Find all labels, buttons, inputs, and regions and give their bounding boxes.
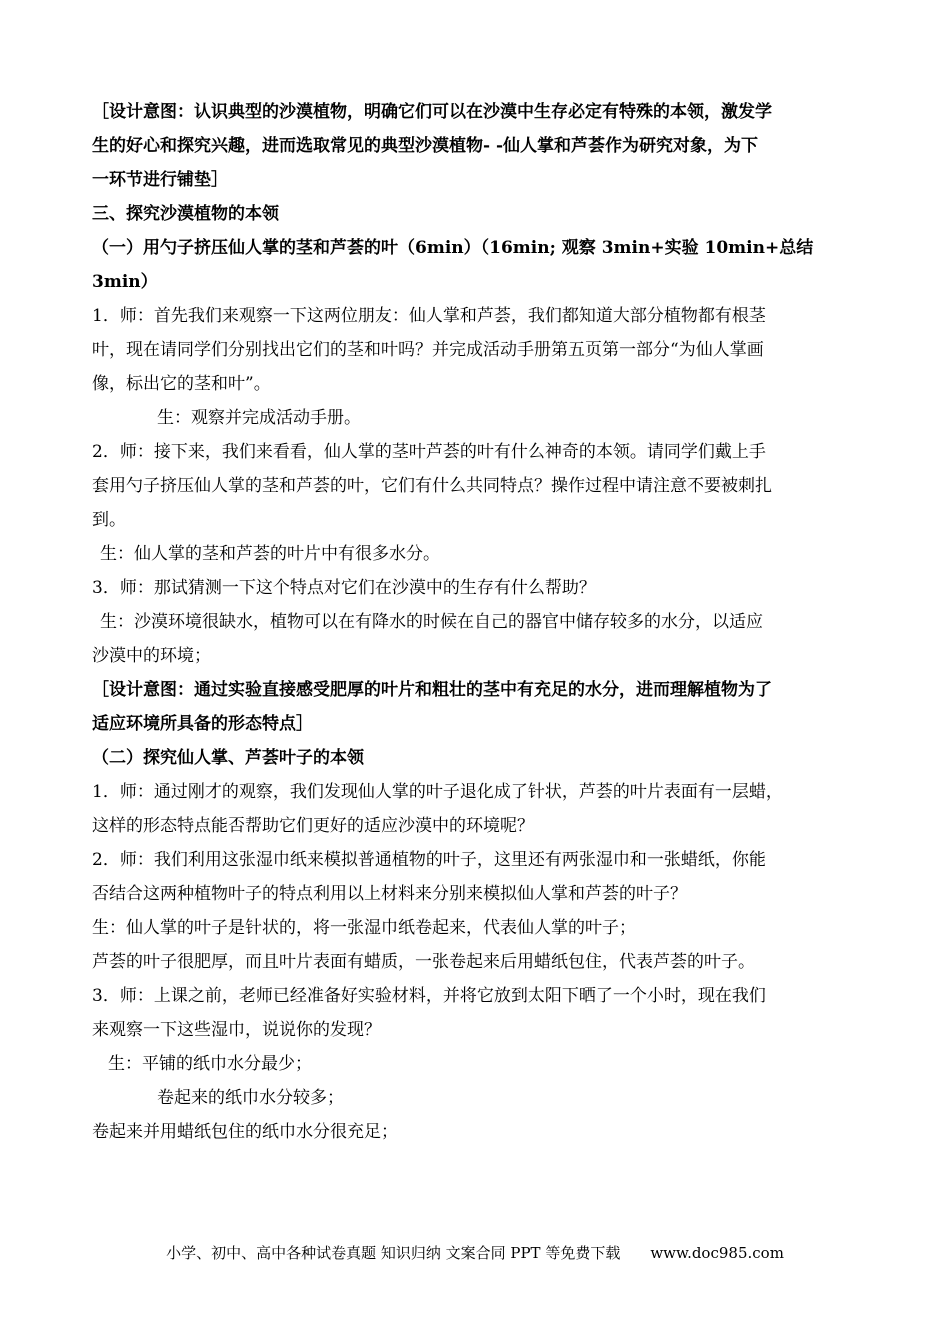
paragraph-line: 2．师：我们利用这张湿巾纸来模拟普通植物的叶子，这里还有两张湿巾和一张蜡纸，你能 (92, 850, 766, 870)
student-response-line: 生：仙人掌的叶子是针状的，将一张湿巾纸卷起来，代表仙人掌的叶子； (92, 918, 636, 938)
student-response-line: 生：观察并完成活动手册。 (157, 408, 361, 428)
paragraph-line: 1．师：通过刚才的观察，我们发现仙人掌的叶子退化成了针状，芦荟的叶片表面有一层蜡， (92, 782, 783, 802)
footer-site-link[interactable]: www.doc985.com (650, 1244, 784, 1262)
paragraph-line: 1．师：首先我们来观察一下这两位朋友：仙人掌和芦荟，我们都知道大部分植物都有根茎 (92, 306, 766, 326)
design-intent-line: ［设计意图：认识典型的沙漠植物，明确它们可以在沙漠中生存必定有特殊的本领，激发学 (92, 102, 772, 122)
design-intent-line: ［设计意图：通过实验直接感受肥厚的叶片和粗壮的茎中有充足的水分，进而理解植物为了 (92, 680, 772, 700)
student-response-line: 生：沙漠环境很缺水，植物可以在有降水的时候在自己的器官中储存较多的水分，以适应 (100, 612, 763, 632)
footer-text: 小学、初中、高中各种试卷真题 知识归纳 文案合同 PPT 等免费下载 (166, 1244, 621, 1262)
student-response-line: 生：平铺的纸巾水分最少； (108, 1054, 312, 1074)
paragraph-line: 否结合这两种植物叶子的特点利用以上材料来分别来模拟仙人掌和芦荟的叶子？ (92, 884, 687, 904)
subsection-heading: （一）用勺子挤压仙人掌的茎和芦荟的叶（6min）（16min; 观察 3min+实验 10min+总结 (92, 238, 814, 258)
design-intent-line: 一环节进行铺垫］ (92, 170, 228, 190)
student-response-line: 卷起来并用蜡纸包住的纸巾水分很充足； (92, 1122, 398, 1142)
document-body (92, 95, 872, 1149)
student-response-line: 卷起来的纸巾水分较多； (157, 1088, 344, 1108)
paragraph-line: 到。 (92, 510, 126, 530)
section-heading: 三、探究沙漠植物的本领 (92, 204, 279, 224)
design-intent-line: 适应环境所具备的形态特点］ (92, 714, 313, 734)
paragraph-line: 3．师：上课之前，老师已经准备好实验材料，并将它放到太阳下晒了一个小时，现在我们 (92, 986, 766, 1006)
paragraph-line: 3．师：那试猜测一下这个特点对它们在沙漠中的生存有什么帮助？ (92, 578, 596, 598)
paragraph-line: 叶，现在请同学们分别找出它们的茎和叶吗？并完成活动手册第五页第一部分“为仙人掌画 (92, 340, 764, 360)
paragraph-line: 套用勺子挤压仙人掌的茎和芦荟的叶，它们有什么共同特点？操作过程中请注意不要被刺扎 (92, 476, 772, 496)
paragraph-line: 芦荟的叶子很肥厚，而且叶片表面有蜡质，一张卷起来后用蜡纸包住，代表芦荟的叶子。 (92, 952, 755, 972)
page-footer (0, 1243, 950, 1263)
paragraph-line: 像，标出它的茎和叶”。 (92, 374, 271, 394)
paragraph-line: 来观察一下这些湿巾，说说你的发现？ (92, 1020, 381, 1040)
design-intent-line: 生的好心和探究兴趣，进而选取常见的典型沙漠植物- -仙人掌和芦荟作为研究对象，为下 (92, 136, 759, 156)
subsection-heading: （二）探究仙人掌、芦荟叶子的本领 (92, 748, 364, 768)
paragraph-line: 这样的形态特点能否帮助它们更好的适应沙漠中的环境呢？ (92, 816, 534, 836)
student-response-line: 生：仙人掌的茎和芦荟的叶片中有很多水分。 (100, 544, 440, 564)
subsection-heading: 3min） (92, 272, 158, 292)
paragraph-line: 2．师：接下来，我们来看看，仙人掌的茎叶芦荟的叶有什么神奇的本领。请同学们戴上手 (92, 442, 766, 462)
paragraph-line: 沙漠中的环境； (92, 646, 211, 666)
